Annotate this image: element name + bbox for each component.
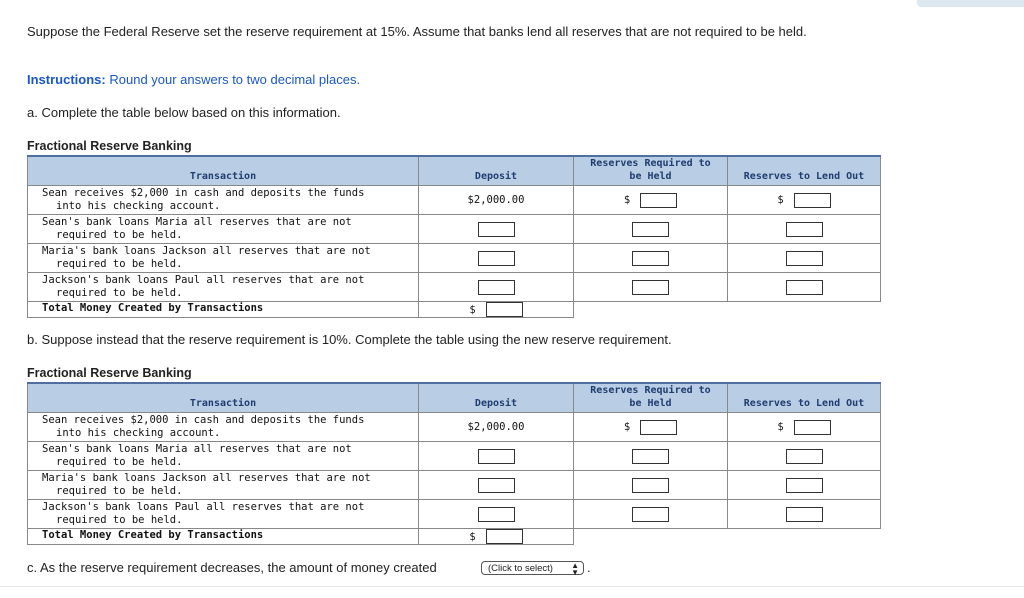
col-transaction: Transaction [28, 383, 419, 413]
lend-input[interactable] [794, 193, 831, 208]
transaction-line1: Maria's bank loans Jackson all reserves that are not [42, 245, 371, 257]
lend-cell [728, 244, 881, 273]
lend-input[interactable] [786, 222, 823, 237]
lend-cell [728, 186, 881, 215]
table-b-title: Fractional Reserve Banking [27, 366, 192, 380]
lend-input[interactable] [786, 251, 823, 266]
empty-cell [728, 529, 881, 545]
deposit-cell [419, 471, 574, 500]
required-cell [574, 273, 728, 302]
transaction-line2: required to be held. [56, 514, 183, 526]
instructions-label: Instructions: [27, 72, 106, 87]
required-cell [574, 471, 728, 500]
total-label: Total Money Created by Transactions [28, 529, 419, 545]
required-input[interactable] [632, 449, 669, 464]
part-c-end: . [587, 560, 591, 575]
table-row [28, 244, 881, 273]
table-row [28, 186, 881, 215]
deposit-cell [419, 500, 574, 529]
part-a-prompt: a. Complete the table below based on this information. [27, 105, 341, 120]
lend-cell [728, 500, 881, 529]
deposit-cell [419, 442, 574, 471]
col-lend-out: Reserves to Lend Out [728, 383, 881, 413]
required-input[interactable] [640, 420, 677, 435]
money-created-select[interactable] [481, 561, 584, 575]
empty-cell [574, 529, 728, 545]
required-cell [574, 186, 728, 215]
required-input[interactable] [640, 193, 677, 208]
total-row [28, 529, 881, 545]
transaction-cell [28, 500, 419, 529]
required-input[interactable] [632, 507, 669, 522]
instructions-text: Round your answers to two decimal places. [109, 72, 361, 87]
transaction-cell [28, 273, 419, 302]
transaction-cell [28, 442, 419, 471]
transaction-line1: Jackson's bank loans Paul all reserves that are not [42, 501, 365, 513]
transaction-line2: required to be held. [56, 287, 183, 299]
table-row [28, 471, 881, 500]
deposit-input[interactable] [478, 280, 515, 295]
deposit-cell [419, 244, 574, 273]
col-deposit: Deposit [419, 156, 574, 186]
deposit-cell [419, 273, 574, 302]
dollar-sign: $ [469, 530, 476, 543]
transaction-cell [28, 215, 419, 244]
lend-cell [728, 471, 881, 500]
top-right-banner [917, 0, 1024, 7]
lend-input[interactable] [786, 280, 823, 295]
col-reserves-required-l1: Reserves Required to [590, 158, 711, 169]
lend-cell [728, 413, 881, 442]
deposit-cell [419, 215, 574, 244]
required-cell [574, 413, 728, 442]
required-input[interactable] [632, 222, 669, 237]
lend-cell [728, 442, 881, 471]
required-cell [574, 244, 728, 273]
deposit-input[interactable] [478, 251, 515, 266]
lend-input[interactable] [786, 449, 823, 464]
instructions [27, 72, 360, 88]
select-value: (Click to select) [488, 563, 553, 574]
empty-cell [574, 302, 728, 318]
transaction-line2: into his checking account. [56, 427, 221, 439]
transaction-line2: required to be held. [56, 229, 183, 241]
transaction-line2: into his checking account. [56, 200, 221, 212]
required-input[interactable] [632, 251, 669, 266]
transaction-line1: Sean's bank loans Maria all reserves that are not [42, 216, 352, 228]
table-a-title: Fractional Reserve Banking [27, 139, 192, 153]
total-row [28, 302, 881, 318]
col-reserves-required [574, 383, 728, 413]
table-b [27, 382, 881, 545]
total-input[interactable] [486, 302, 523, 317]
col-reserves-required-l2: be Held [629, 398, 672, 409]
table-row [28, 413, 881, 442]
total-input[interactable] [486, 529, 523, 544]
required-cell [574, 500, 728, 529]
dollar-sign: $ [469, 303, 476, 316]
lend-input[interactable] [786, 478, 823, 493]
deposit-input[interactable] [478, 478, 515, 493]
col-reserves-required-l1: Reserves Required to [590, 385, 711, 396]
deposit-input[interactable] [478, 449, 515, 464]
lend-cell [728, 273, 881, 302]
transaction-cell [28, 471, 419, 500]
question-text: Suppose the Federal Reserve set the reserve requirement at 15%. Assume that banks lend all reserves that are not required to be held. [27, 24, 807, 39]
required-cell [574, 442, 728, 471]
col-lend-out: Reserves to Lend Out [728, 156, 881, 186]
dollar-sign: $ [777, 421, 784, 433]
col-transaction: Transaction [28, 156, 419, 186]
transaction-line2: required to be held. [56, 456, 183, 468]
total-label: Total Money Created by Transactions [28, 302, 419, 318]
col-reserves-required-l2: be Held [629, 171, 672, 182]
transaction-line2: required to be held. [56, 485, 183, 497]
lend-cell [728, 215, 881, 244]
dollar-sign: $ [777, 194, 784, 206]
part-b-prompt: b. Suppose instead that the reserve requirement is 10%. Complete the table using the new reserve requirement. [27, 332, 672, 347]
select-arrows-icon: ▲ ▼ [571, 561, 579, 577]
table-row [28, 273, 881, 302]
required-cell [574, 215, 728, 244]
deposit-value: $2,000.00 [419, 413, 574, 442]
divider [0, 586, 1024, 587]
table-row [28, 215, 881, 244]
transaction-line1: Sean's bank loans Maria all reserves that are not [42, 443, 352, 455]
transaction-cell [28, 186, 419, 215]
table-row [28, 500, 881, 529]
table-header-row [28, 156, 881, 186]
required-input[interactable] [632, 478, 669, 493]
required-input[interactable] [632, 280, 669, 295]
col-deposit: Deposit [419, 383, 574, 413]
table-header-row [28, 383, 881, 413]
deposit-input[interactable] [478, 222, 515, 237]
transaction-line1: Sean receives $2,000 in cash and deposits the funds [42, 414, 365, 426]
transaction-line1: Jackson's bank loans Paul all reserves that are not [42, 274, 365, 286]
part-c-prompt: c. As the reserve requirement decreases, the amount of money created [27, 560, 437, 575]
dollar-sign: $ [623, 194, 631, 206]
total-cell [419, 529, 574, 545]
col-reserves-required [574, 156, 728, 186]
transaction-cell [28, 244, 419, 273]
transaction-line2: required to be held. [56, 258, 183, 270]
lend-input[interactable] [794, 420, 831, 435]
lend-input[interactable] [786, 507, 823, 522]
transaction-line1: Sean receives $2,000 in cash and deposits the funds [42, 187, 365, 199]
table-a [27, 155, 881, 318]
dollar-sign: $ [623, 421, 631, 433]
transaction-cell [28, 413, 419, 442]
transaction-line1: Maria's bank loans Jackson all reserves that are not [42, 472, 371, 484]
deposit-value: $2,000.00 [419, 186, 574, 215]
deposit-input[interactable] [478, 507, 515, 522]
table-row [28, 442, 881, 471]
empty-cell [728, 302, 881, 318]
total-cell [419, 302, 574, 318]
